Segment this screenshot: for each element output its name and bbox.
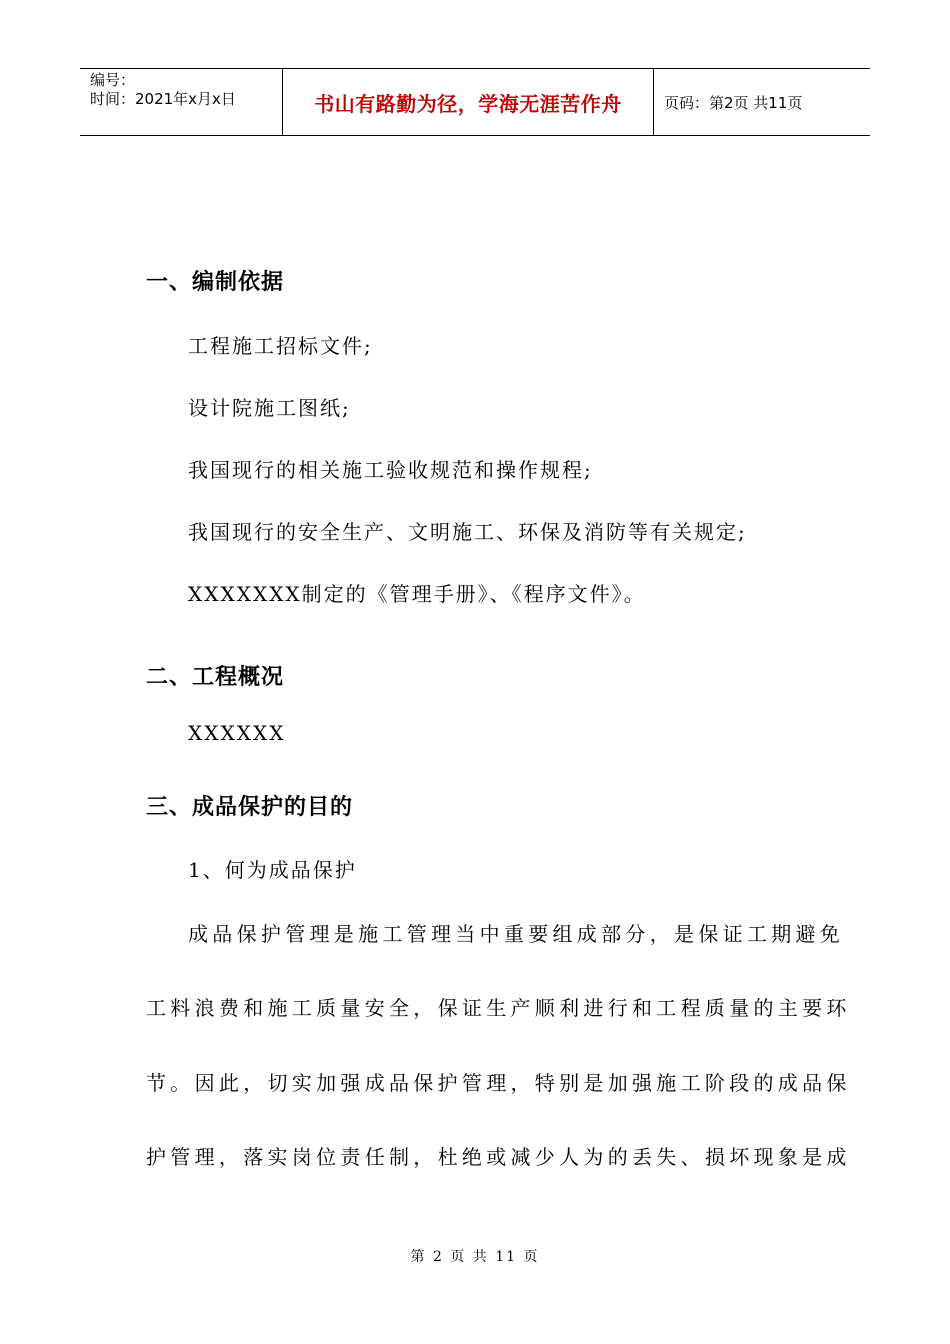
paragraph-line: 成品保护管理是施工管理当中重要组成部分，是保证工期避免: [188, 922, 845, 946]
header-page-code: 页码：第2页 共11页: [664, 93, 803, 112]
section-1-item: 工程施工招标文件;: [188, 334, 373, 358]
section-1-item: 我国现行的相关施工验收规范和操作规程;: [188, 458, 593, 482]
paragraph-line: 节。因此，切实加强成品保护管理，特别是加强施工阶段的成品保: [146, 1071, 851, 1095]
paragraph-line: 工料浪费和施工质量安全，保证生产顺利进行和工程质量的主要环: [146, 996, 851, 1020]
header-meta: [80, 69, 282, 135]
section-1-item: 我国现行的安全生产、文明施工、环保及消防等有关规定;: [188, 520, 747, 544]
section-2-text: XXXXXX: [188, 721, 286, 745]
section-3-title: 三、成品保护的目的: [146, 795, 354, 820]
section-1-item: 设计院施工图纸;: [188, 396, 351, 420]
header-time-label: 时间：2021年x月x日: [90, 90, 236, 108]
section-2-title: 二、工程概况: [146, 665, 285, 690]
paragraph-line: 护管理，落实岗位责任制，杜绝或减少人为的丢失、损坏现象是成: [146, 1145, 851, 1169]
header-number-label: 编号：: [90, 71, 136, 89]
section-3-subtitle: 1、何为成品保护: [188, 858, 357, 882]
document-header: [80, 68, 870, 136]
section-1-title: 一、编制依据: [146, 270, 285, 295]
section-1-item: XXXXXXX制定的《管理手册》、《程序文件》。: [188, 582, 646, 606]
header-motto: 书山有路勤为径，学海无涯苦作舟: [282, 69, 654, 135]
page-footer: 第 2 页 共 11 页: [410, 1249, 540, 1265]
